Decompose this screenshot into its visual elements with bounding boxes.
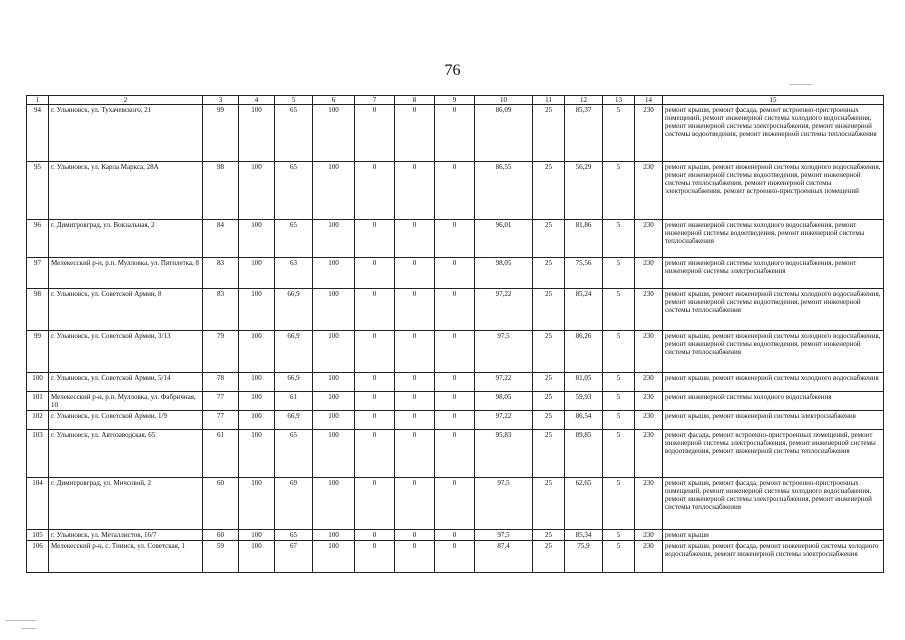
table-row xyxy=(27,162,884,220)
table-cell: 5 xyxy=(603,392,635,411)
row-number-cell: 98 xyxy=(27,289,49,331)
table-cell: 100 xyxy=(239,373,275,392)
column-header: 5 xyxy=(275,96,313,105)
address-cell: Мелекесский р-н, р.п. Мулловка, ул. Фабричная, 10 xyxy=(49,392,203,411)
scan-artifact xyxy=(22,628,36,629)
table-cell: 66,9 xyxy=(275,289,313,331)
row-number-cell: 94 xyxy=(27,105,49,162)
table-cell: 0 xyxy=(435,373,475,392)
column-header: 13 xyxy=(603,96,635,105)
table-cell: 98,05 xyxy=(475,258,533,289)
table-cell: 0 xyxy=(355,258,395,289)
table-cell: 86,55 xyxy=(475,162,533,220)
table-cell: 25 xyxy=(533,220,565,258)
table-cell: 65 xyxy=(275,162,313,220)
row-number-cell: 104 xyxy=(27,478,49,530)
table-cell: 0 xyxy=(395,373,435,392)
repair-works-cell: ремонт фасада, ремонт встроенно-пристроенных помещений, ремонт инженерной системы электроснабжения, ремонт инженерной системы водоотведения, ремонт инженерной системы теплоснабжения xyxy=(663,430,884,478)
column-header: 15 xyxy=(663,96,884,105)
table-row xyxy=(27,530,884,541)
table-cell: 0 xyxy=(355,478,395,530)
table-cell: 100 xyxy=(313,289,355,331)
table-cell: 0 xyxy=(395,105,435,162)
table-cell: 0 xyxy=(355,162,395,220)
table-cell: 25 xyxy=(533,105,565,162)
row-number-cell: 101 xyxy=(27,392,49,411)
repair-works-cell: ремонт крыши, ремонт фасада, ремонт встроенно-пристроенных помещений, ремонт инженерной системы холодного водоснабжения, ремонт инженерной системы электроснабжения, ремонт инженерной системы водоотведения, ремонт инженерной системы теплоснабжения xyxy=(663,105,884,162)
table-cell: 230 xyxy=(635,105,663,162)
table-cell: 100 xyxy=(313,411,355,430)
table-cell: 230 xyxy=(635,331,663,373)
table-cell: 84 xyxy=(203,220,239,258)
page-number: 76 xyxy=(444,62,461,79)
table-cell: 5 xyxy=(603,478,635,530)
table-row xyxy=(27,258,884,289)
row-number-cell: 96 xyxy=(27,220,49,258)
table-cell: 98 xyxy=(203,162,239,220)
table-cell: 100 xyxy=(239,392,275,411)
table-cell: 65 xyxy=(275,105,313,162)
table-cell: 86,09 xyxy=(475,105,533,162)
table-cell: 0 xyxy=(435,430,475,478)
table-cell: 61 xyxy=(275,392,313,411)
table-cell: 0 xyxy=(395,289,435,331)
table-cell: 230 xyxy=(635,541,663,573)
table-cell: 25 xyxy=(533,478,565,530)
table-cell: 100 xyxy=(313,105,355,162)
address-cell: г. Ульяновск, ул. Автозаводская, 65 xyxy=(49,430,203,478)
repair-works-cell: ремонт крыши, ремонт инженерной системы холодного водоснабжения, ремонт инженерной системы водоотведения, ремонт инженерной системы теплоснабжения xyxy=(663,331,884,373)
repair-works-cell: ремонт крыши xyxy=(663,530,884,541)
table-cell: 100 xyxy=(239,530,275,541)
table-row xyxy=(27,392,884,411)
table-cell: 85,34 xyxy=(565,530,603,541)
table-cell: 61 xyxy=(203,430,239,478)
table-cell: 0 xyxy=(395,392,435,411)
table-cell: 75,9 xyxy=(565,541,603,573)
repair-works-cell: ремонт инженерной системы холодного водоснабжения, ремонт инженерной системы электроснабжения xyxy=(663,258,884,289)
table-cell: 0 xyxy=(435,331,475,373)
table-cell: 100 xyxy=(239,430,275,478)
address-cell: г. Димитровград, ул. Вокзальная, 2 xyxy=(49,220,203,258)
table-cell: 0 xyxy=(355,373,395,392)
table-cell: 65 xyxy=(275,220,313,258)
table-cell: 0 xyxy=(355,289,395,331)
table-cell: 83 xyxy=(203,258,239,289)
table-cell: 65 xyxy=(275,430,313,478)
table-cell: 60 xyxy=(203,530,239,541)
table-cell: 100 xyxy=(239,411,275,430)
table-cell: 100 xyxy=(313,162,355,220)
table-cell: 230 xyxy=(635,162,663,220)
repair-works-cell: ремонт крыши, ремонт инженерной системы холодного водоснабжения, ремонт инженерной системы водоотведения, ремонт инженерной системы теплоснабжения, ремонт инженерной системы электроснабжения, ремонт встроенно-пристроенных помещений xyxy=(663,162,884,220)
table-cell: 66,9 xyxy=(275,331,313,373)
table-cell: 0 xyxy=(355,392,395,411)
table-cell: 0 xyxy=(355,220,395,258)
table-cell: 5 xyxy=(603,258,635,289)
table-cell: 100 xyxy=(313,430,355,478)
address-cell: г. Ульяновск, ул. Советской Армии, 8 xyxy=(49,289,203,331)
row-number-cell: 97 xyxy=(27,258,49,289)
repair-works-cell: ремонт крыши, ремонт фасада, ремонт инженерной системы холодного водоснабжения, ремонт инженерной системы электроснабжения xyxy=(663,541,884,573)
table-cell: 100 xyxy=(239,105,275,162)
table-cell: 5 xyxy=(603,373,635,392)
table-cell: 89,85 xyxy=(565,430,603,478)
table-cell: 62,65 xyxy=(565,478,603,530)
repair-program-table xyxy=(26,95,884,573)
table-cell: 5 xyxy=(603,411,635,430)
table-cell: 0 xyxy=(395,162,435,220)
table-row xyxy=(27,430,884,478)
table-cell: 0 xyxy=(435,541,475,573)
column-header: 6 xyxy=(313,96,355,105)
table-cell: 96,01 xyxy=(475,220,533,258)
table-cell: 85,24 xyxy=(565,289,603,331)
row-number-cell: 105 xyxy=(27,530,49,541)
table-cell: 5 xyxy=(603,331,635,373)
row-number-cell: 106 xyxy=(27,541,49,573)
table-cell: 0 xyxy=(395,220,435,258)
table-cell: 59 xyxy=(203,541,239,573)
table-cell: 95,83 xyxy=(475,430,533,478)
table-cell: 83 xyxy=(203,289,239,331)
column-header: 8 xyxy=(395,96,435,105)
table-cell: 69 xyxy=(275,478,313,530)
table-cell: 97,5 xyxy=(475,478,533,530)
table-cell: 66,9 xyxy=(275,373,313,392)
address-cell: г. Ульяновск, ул. Металлистов, 16/7 xyxy=(49,530,203,541)
table-cell: 0 xyxy=(355,331,395,373)
column-header: 14 xyxy=(635,96,663,105)
table-cell: 0 xyxy=(355,105,395,162)
row-number-cell: 100 xyxy=(27,373,49,392)
address-cell: Мелекесский р-н, с. Тиинск, ул. Советская, 1 xyxy=(49,541,203,573)
table-row xyxy=(27,220,884,258)
table-cell: 100 xyxy=(239,258,275,289)
table-cell: 100 xyxy=(313,331,355,373)
table-cell: 75,56 xyxy=(565,258,603,289)
table-cell: 230 xyxy=(635,530,663,541)
table-row xyxy=(27,373,884,392)
table-cell: 97,22 xyxy=(475,289,533,331)
table-cell: 100 xyxy=(239,162,275,220)
table-cell: 60 xyxy=(203,478,239,530)
table-cell: 25 xyxy=(533,258,565,289)
table-cell: 100 xyxy=(313,541,355,573)
table-cell: 100 xyxy=(239,331,275,373)
table-cell: 230 xyxy=(635,289,663,331)
column-header: 7 xyxy=(355,96,395,105)
table-cell: 100 xyxy=(239,541,275,573)
table-cell: 25 xyxy=(533,392,565,411)
table-cell: 100 xyxy=(313,220,355,258)
address-cell: г. Ульяновск, ул. Советской Армии, 1/9 xyxy=(49,411,203,430)
table-cell: 0 xyxy=(395,478,435,530)
column-header: 11 xyxy=(533,96,565,105)
table-cell: 97,22 xyxy=(475,411,533,430)
table-cell: 86,26 xyxy=(565,331,603,373)
table-body xyxy=(27,105,884,573)
column-header: 3 xyxy=(203,96,239,105)
row-number-cell: 103 xyxy=(27,430,49,478)
table-cell: 59,93 xyxy=(565,392,603,411)
repair-works-cell: ремонт крыши, ремонт инженерной системы холодного водоснабжения xyxy=(663,373,884,392)
table-cell: 0 xyxy=(435,220,475,258)
table-row xyxy=(27,478,884,530)
table-cell: 0 xyxy=(435,392,475,411)
table-cell: 98,05 xyxy=(475,392,533,411)
table-cell: 0 xyxy=(435,411,475,430)
table-cell: 0 xyxy=(435,258,475,289)
table-cell: 25 xyxy=(533,162,565,220)
table-cell: 0 xyxy=(395,430,435,478)
table-cell: 100 xyxy=(313,478,355,530)
column-header: 10 xyxy=(475,96,533,105)
column-header: 1 xyxy=(27,96,49,105)
table-cell: 25 xyxy=(533,411,565,430)
table-cell: 5 xyxy=(603,162,635,220)
table-cell: 77 xyxy=(203,411,239,430)
table-row xyxy=(27,105,884,162)
table-cell: 0 xyxy=(435,530,475,541)
table-cell: 97,5 xyxy=(475,331,533,373)
table-cell: 0 xyxy=(355,411,395,430)
column-header: 2 xyxy=(49,96,203,105)
repair-works-cell: ремонт крыши, ремонт фасада, ремонт встроенно-пристроенных помещений, ремонт инженерной системы холодного водоснабжения, ремонт инженерной системы электроснабжения, ремонт инженерной системы теплоснабжения xyxy=(663,478,884,530)
table-cell: 230 xyxy=(635,258,663,289)
address-cell: г. Ульяновск, ул. Карла Маркса, 28А xyxy=(49,162,203,220)
table-cell: 100 xyxy=(313,530,355,541)
table-cell: 5 xyxy=(603,220,635,258)
table-cell: 230 xyxy=(635,392,663,411)
row-number-cell: 95 xyxy=(27,162,49,220)
table-cell: 25 xyxy=(533,541,565,573)
table-cell: 0 xyxy=(395,258,435,289)
repair-works-cell: ремонт инженерной системы холодного водоснабжения, ремонт инженерной системы водоотведения, ремонт инженерной системы теплоснабжения xyxy=(663,220,884,258)
table-row xyxy=(27,411,884,430)
table-cell: 0 xyxy=(435,289,475,331)
table-cell: 0 xyxy=(355,541,395,573)
table-cell: 85,37 xyxy=(565,105,603,162)
table-cell: 0 xyxy=(395,530,435,541)
table-cell: 79 xyxy=(203,331,239,373)
table-cell: 81,05 xyxy=(565,373,603,392)
table-cell: 230 xyxy=(635,411,663,430)
table-cell: 0 xyxy=(355,430,395,478)
table-row xyxy=(27,289,884,331)
table-cell: 25 xyxy=(533,331,565,373)
table-cell: 5 xyxy=(603,541,635,573)
table-cell: 0 xyxy=(435,162,475,220)
column-header: 4 xyxy=(239,96,275,105)
column-number-row xyxy=(27,96,884,105)
address-cell: г. Ульяновск, ул. Советской Армии, 3/13 xyxy=(49,331,203,373)
address-cell: г. Ульяновск, ул. Тухачевского, 21 xyxy=(49,105,203,162)
table-cell: 25 xyxy=(533,373,565,392)
table-cell: 97,22 xyxy=(475,373,533,392)
table-cell: 100 xyxy=(313,258,355,289)
table-cell: 100 xyxy=(239,220,275,258)
address-cell: г. Димитровград, ул. Мичсовой, 2 xyxy=(49,478,203,530)
row-number-cell: 99 xyxy=(27,331,49,373)
table-cell: 25 xyxy=(533,289,565,331)
table-cell: 67 xyxy=(275,541,313,573)
table-cell: 100 xyxy=(239,289,275,331)
table-cell: 5 xyxy=(603,530,635,541)
scan-artifact xyxy=(6,620,36,621)
table-cell: 81,86 xyxy=(565,220,603,258)
address-cell: Мелекесский р-н, р.п. Мулловка, ул. Пятилетка, 8 xyxy=(49,258,203,289)
table-cell: 0 xyxy=(395,331,435,373)
table-cell: 0 xyxy=(395,411,435,430)
table-cell: 100 xyxy=(313,373,355,392)
table-cell: 25 xyxy=(533,530,565,541)
column-header: 9 xyxy=(435,96,475,105)
repair-works-cell: ремонт инженерной системы холодного водоснабжения xyxy=(663,392,884,411)
repair-works-cell: ремонт крыши, ремонт инженерной системы холодного водоснабжения, ремонт инженерной системы водоотведения, ремонт инженерной системы теплоснабжения xyxy=(663,289,884,331)
table-cell: 100 xyxy=(239,478,275,530)
repair-works-cell: ремонт крыши, ремонт инженерной системы электроснабжения xyxy=(663,411,884,430)
table-cell: 230 xyxy=(635,220,663,258)
table-cell: 66,9 xyxy=(275,411,313,430)
table-cell: 87,4 xyxy=(475,541,533,573)
column-header: 12 xyxy=(565,96,603,105)
table-cell: 97,5 xyxy=(475,530,533,541)
table-row xyxy=(27,541,884,573)
row-number-cell: 102 xyxy=(27,411,49,430)
table-cell: 5 xyxy=(603,430,635,478)
scan-artifact xyxy=(790,84,812,85)
table-cell: 230 xyxy=(635,373,663,392)
table-cell: 5 xyxy=(603,289,635,331)
table-cell: 25 xyxy=(533,430,565,478)
table-cell: 0 xyxy=(435,478,475,530)
table-row xyxy=(27,331,884,373)
table-cell: 230 xyxy=(635,478,663,530)
table-cell: 100 xyxy=(313,392,355,411)
table-cell: 0 xyxy=(435,105,475,162)
table-cell: 86,54 xyxy=(565,411,603,430)
table-cell: 99 xyxy=(203,105,239,162)
table-cell: 230 xyxy=(635,430,663,478)
table-cell: 63 xyxy=(275,258,313,289)
table-cell: 0 xyxy=(355,530,395,541)
table-cell: 77 xyxy=(203,392,239,411)
table-cell: 5 xyxy=(603,105,635,162)
table-cell: 56,29 xyxy=(565,162,603,220)
table-cell: 0 xyxy=(395,541,435,573)
table-cell: 65 xyxy=(275,530,313,541)
table-cell: 78 xyxy=(203,373,239,392)
address-cell: г. Ульяновск, ул. Советской Армии, 5/14 xyxy=(49,373,203,392)
